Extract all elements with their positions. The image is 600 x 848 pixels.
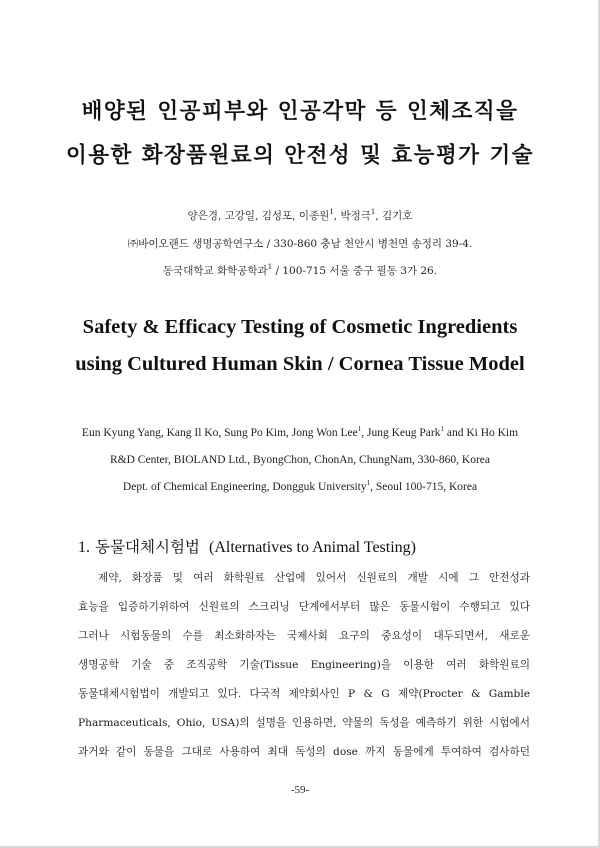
english-authors-suffix: and Ki Ho Kim <box>443 427 519 439</box>
body-line-2: 효능을 입증하기위하여 신원료의 스크리닝 단계에서부터 많은 동물시험이 수행되고 있다 <box>78 601 530 613</box>
section-english-title: (Alternatives to Animal Testing) <box>209 539 416 556</box>
korean-title-line-1: 배양된 인공피부와 인공각막 등 인체조직을 <box>81 99 519 124</box>
korean-affiliation-2 <box>0 263 600 278</box>
body-line-5: 동물대체시험법이 개발되고 있다. 다국적 제약회사인 P & G 제약(Procter & Gamble <box>78 688 530 700</box>
english-title-line-1: Safety & Efficacy Testing of Cosmetic Ingredients <box>82 316 518 338</box>
english-title-line-2: using Cultured Human Skin / Cornea Tissue Model <box>75 353 525 375</box>
korean-authors-prefix: 양은경, 고강일, 김성포, 이종원 <box>187 210 330 222</box>
korean-authors-sup-1: 1 <box>329 208 334 216</box>
english-authors-sup-2: 1 <box>440 425 444 433</box>
english-authors-mid: , Jung Keug Park <box>361 427 441 439</box>
body-line-1: 제약, 화장품 및 여러 화학원료 산업에 있어서 신원료의 개발 시에 그 안전성과 <box>98 572 530 584</box>
body-line-6: Pharmaceuticals, Ohio, USA)의 설명을 인용하면, 약물의 독성을 예측하기 위한 시험에서 <box>78 717 530 729</box>
english-authors-prefix: Eun Kyung Yang, Kang Il Ko, Sung Po Kim, Jong Won Lee <box>81 427 358 439</box>
english-authors <box>0 427 600 439</box>
korean-affiliation-1: ㈜바이오랜드 생명공학연구소 / 330-860 충남 천안시 병천면 송정리 39-4. <box>127 238 473 250</box>
korean-authors <box>0 208 600 223</box>
section-heading <box>78 535 416 557</box>
korean-authors-sup-2: 1 <box>370 208 376 216</box>
section-number: 1. <box>78 539 90 556</box>
korean-authors-suffix: , 김기호 <box>375 210 413 222</box>
korean-affiliation-2-sup: 1 <box>267 263 273 271</box>
korean-affiliation-2-suffix: / 100-715 서울 중구 필동 3가 26. <box>272 265 438 277</box>
english-affiliation-1: R&D Center, BIOLAND Ltd., ByongChon, ChonAn, ChungNam, 330-860, Korea <box>110 454 490 466</box>
korean-affiliation-2-prefix: 동국대학교 화학공학과 <box>162 265 268 277</box>
korean-title-line-2: 이용한 화장품원료의 안전성 및 효능평가 기술 <box>65 143 535 168</box>
body-line-3: 그러나 시험동물의 수를 최소화하자는 국제사회 요구의 중요성이 대두되면서, 새로운 <box>78 630 530 642</box>
english-affiliation-2 <box>0 481 600 493</box>
korean-authors-mid: , 박정극 <box>333 210 371 222</box>
english-affiliation-2-suffix: , Seoul 100-715, Korea <box>370 481 478 493</box>
section-korean-title: 동물대체시험법 <box>95 538 200 556</box>
english-affiliation-2-prefix: Dept. of Chemical Engineering, Dongguk University <box>122 481 367 493</box>
english-affiliation-2-sup: 1 <box>366 479 371 487</box>
body-line-7: 과거와 같이 동물을 그대로 사용하여 최대 독성의 dose 까지 동물에게 투여하여 검사하던 <box>78 746 530 758</box>
page-number: -59- <box>290 784 310 796</box>
body-line-4: 생명공학 기술 중 조직공학 기술(Tissue Engineering)을 이용한 여러 화학원료의 <box>78 659 530 671</box>
english-authors-sup-1: 1 <box>357 425 362 433</box>
